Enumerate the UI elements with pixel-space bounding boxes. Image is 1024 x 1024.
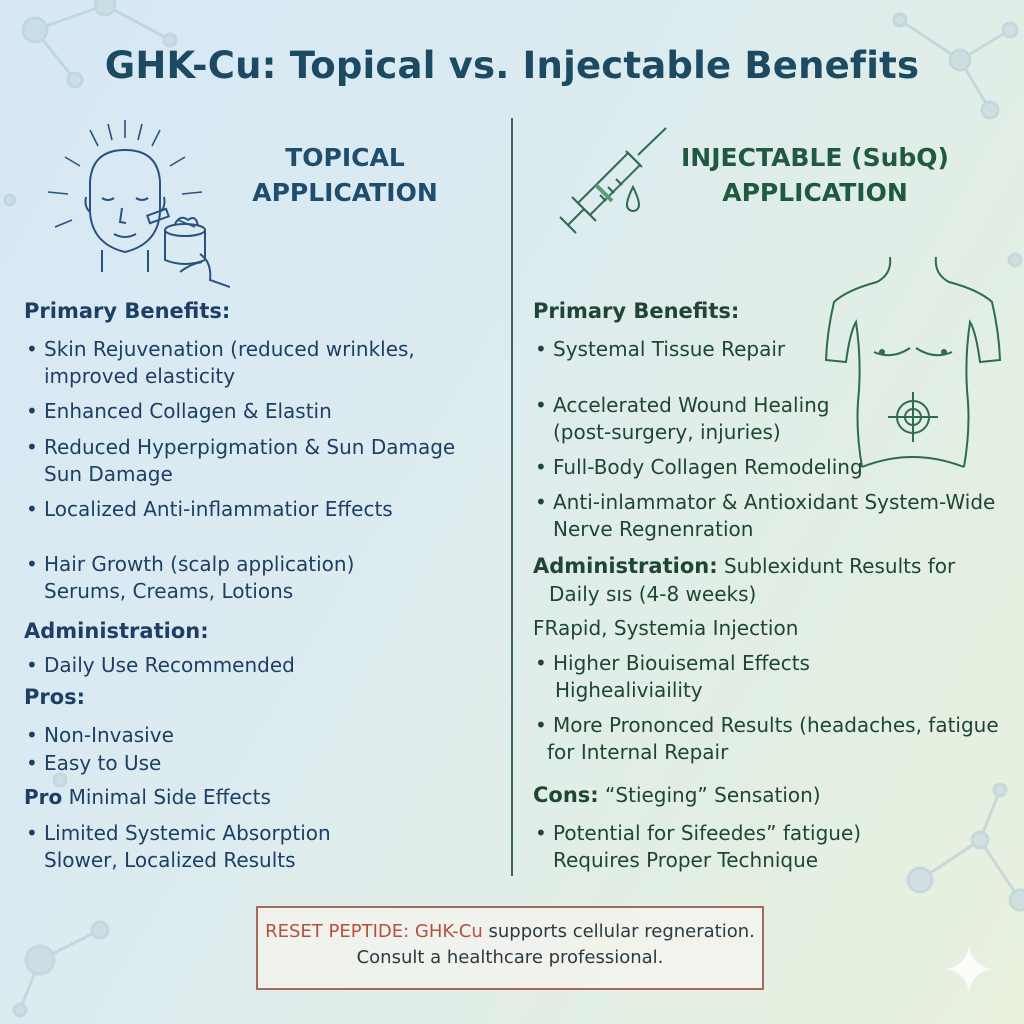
topical-benefit-item: • Enhanced Collagen & Elastin <box>24 398 332 425</box>
topical-admin-title: Administration: <box>24 619 209 643</box>
injectable-admin-line: Daily sıs (4-8 weeks) <box>549 582 757 606</box>
face-with-cream-jar-icon <box>30 112 230 296</box>
column-divider <box>511 118 513 876</box>
topical-admin-item: • Daily Use Recommended <box>24 652 295 679</box>
topical-cons-item: • Limited Systemic Absorption <box>24 820 331 847</box>
footer-line-2: Consult a healthcare professional. <box>356 947 664 968</box>
footer-disclaimer-box <box>256 906 764 990</box>
injectable-admin-title: Administration: Sublexidunt Results for <box>533 554 956 578</box>
injectable-benefit-item: • Full-Body Collagen Remodeling <box>533 454 863 481</box>
injectable-benefits-title: Primary Benefits: <box>533 299 740 323</box>
topical-benefit-item: • Localized Anti-inflammatior Effects <box>24 496 393 523</box>
injectable-benefit-item: • Accelerated Wound Healing <box>533 392 830 419</box>
injectable-admin-line: FRapid, Systemia Injection <box>533 616 799 640</box>
page-title: GHK-Cu: Topical vs. Injectable Benefits <box>104 44 920 87</box>
injectable-cons-continuation: Requires Proper Technique <box>553 848 819 872</box>
topical-pros-title: Pros: <box>24 685 86 709</box>
torso-with-target-icon <box>822 252 1004 476</box>
topical-benefit-continuation: Serums, Creams, Lotions <box>44 579 294 603</box>
injectable-cons-item: • Potential for Sifeedes” fatigue) <box>533 820 861 847</box>
injectable-benefit-continuation: (post-surgery, injuries) <box>553 420 781 444</box>
topical-benefit-item: • Hair Growth (scalp application) <box>24 551 354 578</box>
injectable-admin-item: • Higher Biouisemal Effects <box>533 650 810 677</box>
syringe-with-droplet-icon <box>538 125 668 249</box>
topical-pro-line: Pro Minimal Side Effects <box>24 785 271 809</box>
topical-benefits-title: Primary Benefits: <box>24 299 231 323</box>
topical-pros-item: • Easy to Use <box>24 750 161 777</box>
topical-benefit-item: • Reduced Hyperpigmation & Sun Damage <box>24 434 455 461</box>
topical-pros-item: • Non-Invasive <box>24 722 174 749</box>
injectable-admin-continuation: for Internal Repair <box>547 740 729 764</box>
injectable-cons-title: Cons: “Stieging” Sensation) <box>533 783 821 807</box>
injectable-heading: INJECTABLE (SubQ) APPLICATION <box>681 143 949 207</box>
injectable-admin-continuation: Highealiviaility <box>555 678 703 702</box>
injectable-benefit-continuation: Nerve Regnenration <box>553 517 754 541</box>
injectable-admin-item: • More Prononced Results (headaches, fatigue <box>533 712 999 739</box>
topical-benefit-continuation: improved elasticity <box>44 364 236 388</box>
footer-line-1: RESET PEPTIDE: GHK-Cu supports cellular regneration. <box>265 921 755 942</box>
topical-cons-continuation: Slower, Localized Results <box>44 848 296 872</box>
injectable-benefit-item: • Systemal Tissue Repair <box>533 336 785 363</box>
topical-benefit-continuation: Sun Damage <box>44 462 173 486</box>
topical-benefit-item: • Skin Rejuvenation (reduced wrinkles, <box>24 336 415 363</box>
injectable-benefit-item: • Anti-inlammator & Antioxidant System-Wide <box>533 489 995 516</box>
topical-heading: TOPICAL APPLICATION <box>252 143 438 207</box>
sparkle-icon <box>944 944 994 998</box>
